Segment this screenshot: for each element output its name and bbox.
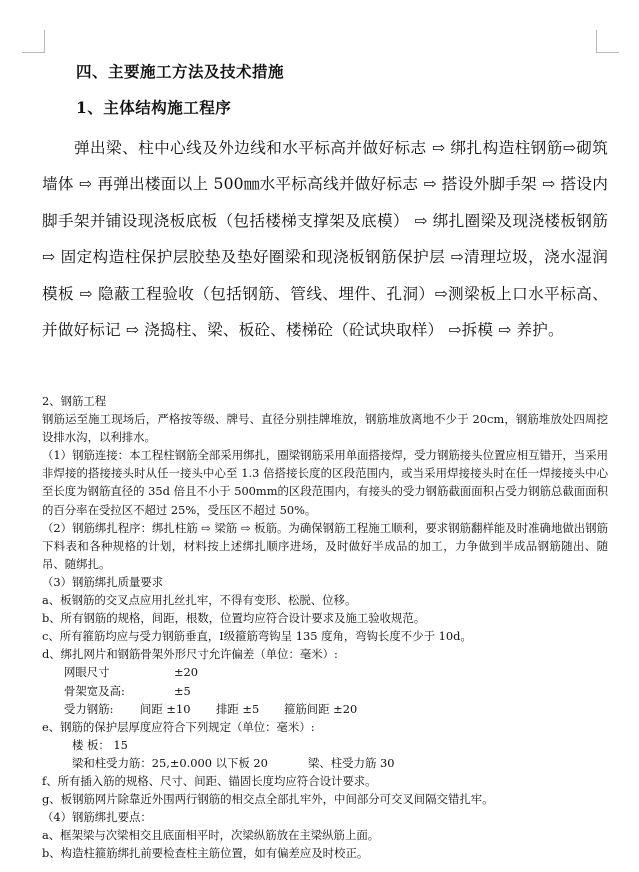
quality-item-f: f、所有插入筋的规格、尺寸、间距、锚固长度均应符合设计要求。	[42, 773, 377, 788]
cover-row-beam	[42, 754, 608, 772]
row-spacing: 排距 ±5	[216, 701, 260, 716]
quality-item-b: b、所有钢筋的规格，间距，根数，位置均应符合设计要求及施工验收规范。	[42, 611, 426, 626]
subsection-heading: 1、主体结构施工程序	[76, 98, 232, 117]
cover-beam-text: 梁和柱受力筋：25,±0.000 以下板 20	[72, 755, 268, 770]
procedure-paragraph: 弹出梁、柱中心线及外边线和水平标高并做好标志 ⇨ 绑扎构造柱钢筋⇨砌筑墙体 ⇨ 再弹出楼面以上 500㎜水平标高线并做好标志 ⇨ 搭设外脚手架 ⇨ 搭设内脚手架并铺设现浇板底板（包括楼梯支撑架及底模） ⇨ 绑扎圈梁及现浇楼板钢筋 ⇨ 固定构造柱保护层胶垫及垫好圈梁和现浇板钢筋保护层 ⇨清理垃圾，浇水湿润模板 ⇨ 隐蔽工程验收（包括钢筋、管线、埋件、孔洞）⇨测梁板上口水平标高、并做好标记 ⇨ 浇捣柱、梁、板砼、楼梯砼（砼试块取样） ⇨拆模 ⇨ 养护。	[42, 139, 608, 340]
quality-item-a: a、板钢筋的交叉点应用扎丝扎牢，不得有变形、松脱、位移。	[42, 593, 357, 608]
rebar-intro: 钢筋运至施工现场后，严格按等级、牌号、直径分别挂牌堆放，钢筋堆放离地不少于 20cm，钢筋堆放处四周挖设排水沟，以利排水。	[42, 412, 608, 445]
tolerance-row-force	[42, 700, 608, 718]
section-heading: 四、主要施工方法及技术措施	[76, 62, 285, 81]
force-label: 受力钢筋:	[64, 701, 114, 716]
quality-item-e: e、钢筋的保护层厚度应符合下列规定（单位：毫米）:	[42, 719, 315, 734]
frame-label: 骨架宽及高:	[64, 683, 125, 698]
key-points-title: （4）钢筋绑扎要点：	[42, 810, 152, 825]
quality-item-g: g、板钢筋网片除靠近外围两行钢筋的相交点全部扎牢外，中间部分可交叉间隔交错扎牢。	[42, 792, 494, 807]
quality-item-c: c、所有箍筋均应与受力钢筋垂直，Ⅰ级箍筋弯钩呈 135 度角，弯钩长度不少于 10d。	[42, 629, 472, 644]
page-corner-mark-left	[22, 30, 45, 53]
tolerance-row-frame	[42, 682, 608, 700]
rebar-binding-procedure: （2）钢筋绑扎程序：绑扎柱筋 ⇨ 梁筋 ⇨ 板筋。为确保钢筋工程施工顺利，要求钢筋翻样能及时准确地做出钢筋下料表和各种规格的计划，材料按上述绑扎顺序进场，及时做好半成品的加工，力争做到半成品钢筋随出、随吊、随绑扎。	[42, 520, 608, 571]
stirrup-spacing: 箍筋间距 ±20	[284, 701, 358, 716]
rebar-connection: （1）钢筋连接：本工程柱钢筋全部采用绑扎，圈梁钢筋采用单面搭接焊，受力钢筋接头位置应相互错开，当采用非焊接的搭接接头时从任一接头中心至 1.3 倍搭接长度的区段范围内，或当采用焊接接头时在任一焊接接头中心至长度为钢筋直径的 35d 倍且不小于 500mm的区段范围内，有接头的受力钢筋截面面积占受力钢筋总截面面积的百分率在受拉区不超过 25%，受压区不超过 50%。	[42, 448, 608, 517]
cover-row-slab: 楼 板： 15	[72, 737, 128, 752]
rebar-quality-title: （3）钢筋绑扎质量要求	[42, 574, 164, 589]
key-point-a: a、框架梁与次梁相交且底面相平时，次梁纵筋放在主梁纵筋上面。	[42, 828, 380, 843]
quality-item-d: d、绑扎网片和钢筋骨架外形尺寸允许偏差（单位：毫米）:	[42, 647, 338, 662]
mesh-value: ±20	[174, 665, 199, 680]
tolerance-row-mesh	[42, 663, 608, 681]
mesh-label: 网眼尺寸	[64, 665, 110, 680]
force-spacing: 间距 ±10	[140, 701, 191, 716]
rebar-title: 2、钢筋工程	[42, 394, 107, 408]
page-corner-mark-right	[596, 30, 619, 53]
frame-value: ±5	[174, 683, 191, 698]
key-point-b: b、构造柱箍筋绑扎前要检查柱主筋位置，如有偏差应及时校正。	[42, 846, 369, 861]
cover-beam-col-text: 梁、柱受力筋 30	[308, 755, 395, 770]
rebar-section	[42, 392, 608, 862]
